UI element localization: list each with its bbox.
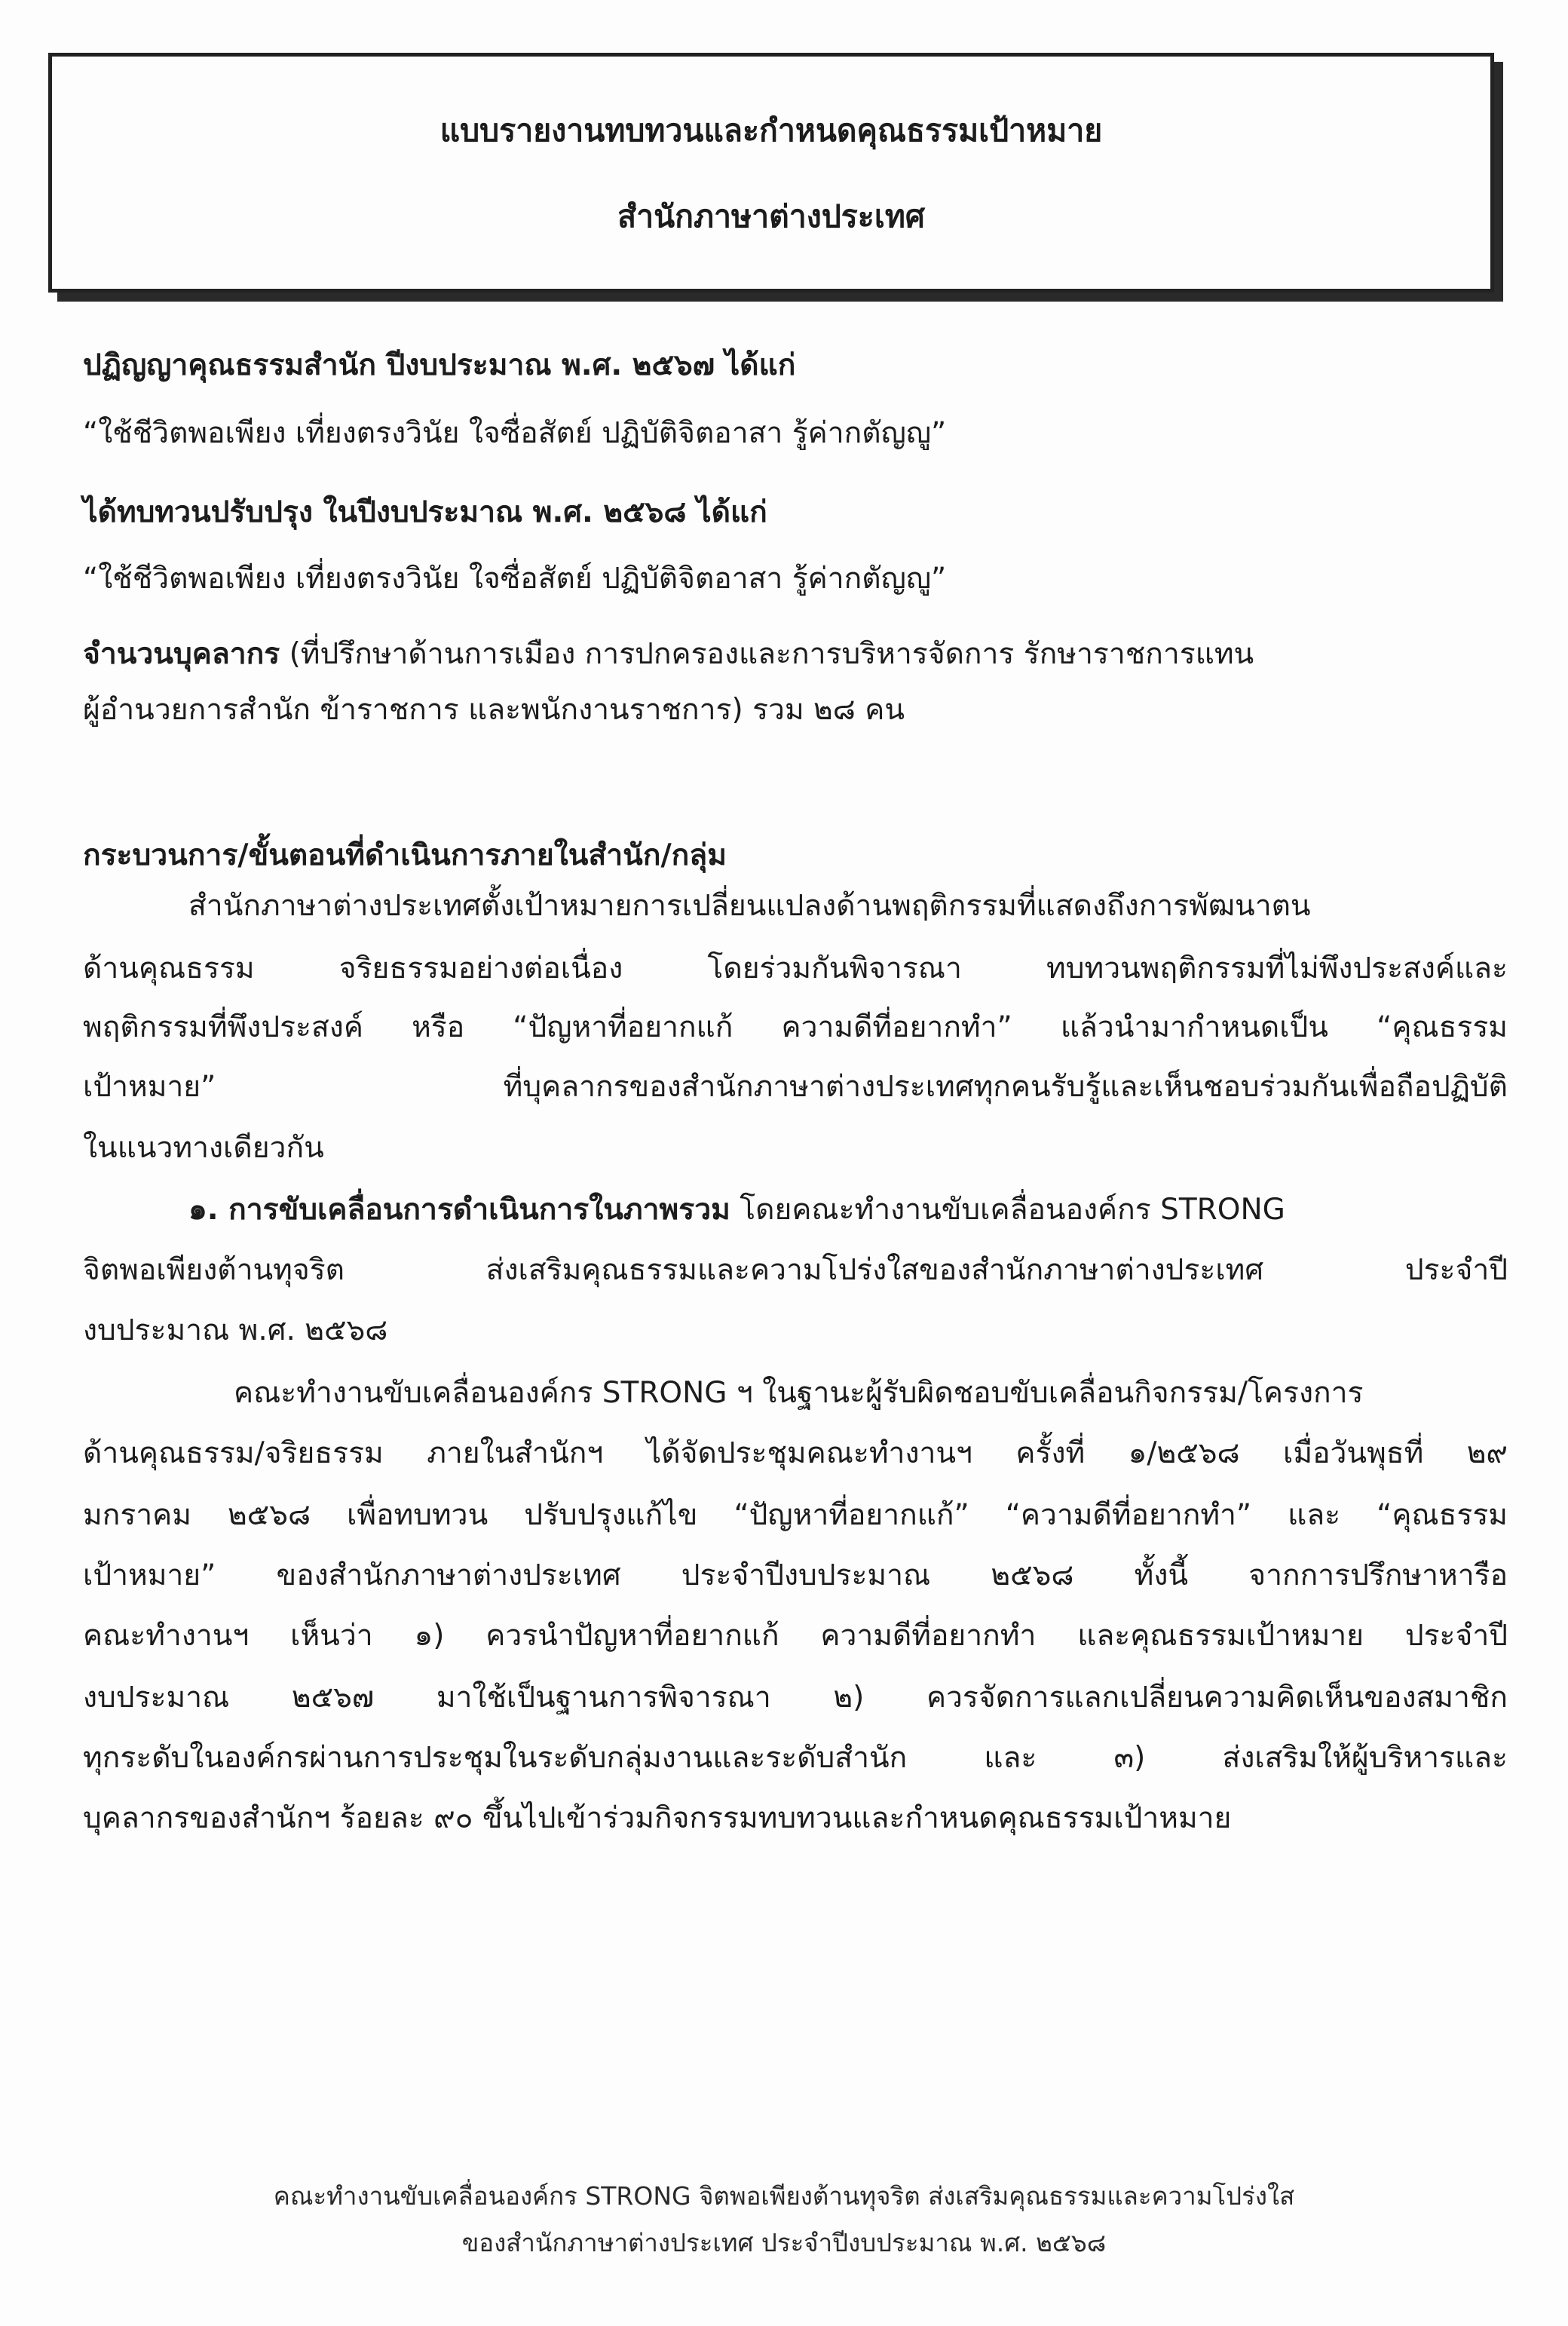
document-title: แบบรายงานทบทวนและกำหนดคุณธรรมเป้าหมาย	[439, 112, 1103, 149]
staff-line-2: ผู้อำนวยการสำนัก ข้าราชการ และพนักงานราชการ) รวม ๒๘ คน	[83, 693, 905, 727]
department-name: สำนักภาษาต่างประเทศ	[617, 198, 925, 234]
paragraph-2-line: งบประมาณ ๒๕๖๗ มาใช้เป็นฐานการพิจารณา ๒) ควรจัดการแลกเปลี่ยนความคิดเห็นของสมาชิก	[83, 1681, 1508, 1715]
title-box	[48, 53, 1494, 293]
item-1-line: งบประมาณ พ.ศ. ๒๕๖๘	[83, 1313, 388, 1347]
staff-description: (ที่ปรึกษาด้านการเมือง การปกครองและการบริหารจัดการ รักษาราชการแทน	[280, 637, 1254, 671]
paragraph-1-line: สำนักภาษาต่างประเทศตั้งเป้าหมายการเปลี่ยนแปลงด้านพฤติกรรมที่แสดงถึงการพัฒนาตน	[188, 889, 1311, 923]
paragraph-1-line: เป้าหมาย” ที่บุคลากรของสำนักภาษาต่างประเทศทุกคนรับรู้และเห็นชอบร่วมกันเพื่อถือปฏิบัติ	[83, 1070, 1508, 1104]
staff-line-1	[83, 639, 1254, 669]
staff-label: จำนวนบุคลากร	[83, 637, 280, 671]
item-1-line	[188, 1193, 1285, 1227]
paragraph-1-line: พฤติกรรมที่พึงประสงค์ หรือ “ปัญหาที่อยากแก้ ความดีที่อยากทำ” แล้วนำมากำหนดเป็น “คุณธรรม	[83, 1010, 1508, 1044]
paragraph-2-line: คณะทำงานฯ เห็นว่า ๑) ควรนำปัญหาที่อยากแก้ ความดีที่อยากทำ และคุณธรรมเป้าหมาย ประจำปี	[83, 1619, 1508, 1653]
paragraph-2-line: มกราคม ๒๕๖๘ เพื่อทบทวน ปรับปรุงแก้ไข “ปัญหาที่อยากแก้” “ความดีที่อยากทำ” และ “คุณธรรม	[83, 1498, 1508, 1532]
footer-line-1: คณะทำงานขับเคลื่อนองค์กร STRONG จิตพอเพียงต้านทุจริต ส่งเสริมคุณธรรมและความโปร่งใส	[273, 2181, 1295, 2211]
paragraph-1-line: ในแนวทางเดียวกัน	[83, 1131, 324, 1165]
item-1-line: จิตพอเพียงต้านทุจริต ส่งเสริมคุณธรรมและความโปร่งใสของสำนักภาษาต่างประเทศ ประจำปี	[83, 1253, 1508, 1287]
paragraph-2-line: คณะทำงานขับเคลื่อนองค์กร STRONG ฯ ในฐานะผู้รับผิดชอบขับเคลื่อนกิจกรรม/โครงการ	[234, 1376, 1364, 1410]
paragraph-2-line: เป้าหมาย” ของสำนักภาษาต่างประเทศ ประจำปีงบประมาณ ๒๕๖๘ ทั้งนี้ จากการปรึกษาหารือ	[83, 1558, 1508, 1592]
item-1-heading: ๑. การขับเคลื่อนการดำเนินการในภาพรวม	[188, 1193, 730, 1227]
footer-line-2: ของสำนักภาษาต่างประเทศ ประจำปีงบประมาณ พ.ศ. ๒๕๖๘	[461, 2228, 1107, 2257]
process-heading: กระบวนการ/ขั้นตอนที่ดำเนินการภายในสำนัก/กลุ่ม	[83, 838, 727, 872]
pledge-2567-heading: ปฏิญญาคุณธรรมสำนัก ปีงบประมาณ พ.ศ. ๒๕๖๗ ได้แก่	[83, 348, 796, 382]
pledge-2567-text: “ใช้ชีวิตพอเพียง เที่ยงตรงวินัย ใจซื่อสัตย์ ปฏิบัติจิตอาสา รู้ค่ากตัญญู”	[83, 416, 947, 450]
item-1-text: โดยคณะทำงานขับเคลื่อนองค์กร STRONG	[730, 1193, 1285, 1227]
pledge-2568-text: “ใช้ชีวิตพอเพียง เที่ยงตรงวินัย ใจซื่อสัตย์ ปฏิบัติจิตอาสา รู้ค่ากตัญญู”	[83, 562, 947, 596]
pledge-2568-heading: ได้ทบทวนปรับปรุง ในปีงบประมาณ พ.ศ. ๒๕๖๘ ได้แก่	[83, 495, 767, 529]
paragraph-2-line: ด้านคุณธรรม/จริยธรรม ภายในสำนักฯ ได้จัดประชุมคณะทำงานฯ ครั้งที่ ๑/๒๕๖๘ เมื่อวันพุธที่ ๒๙	[83, 1436, 1508, 1470]
paragraph-2-line: บุคลากรของสำนักฯ ร้อยละ ๙๐ ขึ้นไปเข้าร่วมกิจกรรมทบทวนและกำหนดคุณธรรมเป้าหมาย	[83, 1801, 1232, 1835]
paragraph-1-line: ด้านคุณธรรม จริยธรรมอย่างต่อเนื่อง โดยร่วมกันพิจารณา ทบทวนพฤติกรรมที่ไม่พึงประสงค์และ	[83, 952, 1508, 985]
paragraph-2-line: ทุกระดับในองค์กรผ่านการประชุมในระดับกลุ่มงานและระดับสำนัก และ ๓) ส่งเสริมให้ผู้บริหารและ	[83, 1741, 1508, 1775]
